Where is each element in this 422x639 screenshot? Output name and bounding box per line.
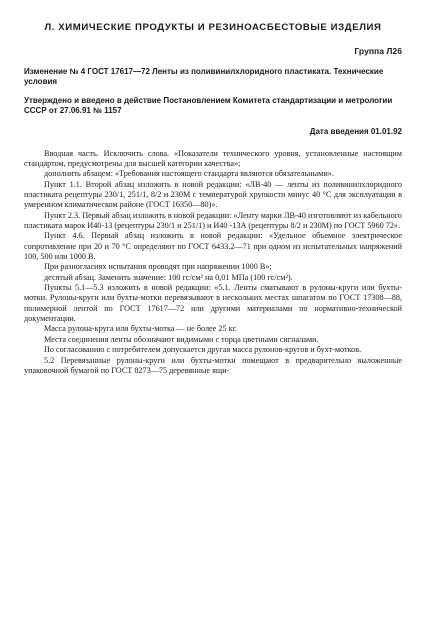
paragraph: Масса рулона-круга или бухты-мотка — не более 25 кг.: [44, 324, 238, 334]
document-body: [24, 149, 402, 377]
paragraph: Вводная часть. Исключить слова. «Показатели технического уровня, установленные настоящим стандартом, предусмотрены для высшей категории качества»;: [24, 148, 402, 168]
paragraph: Пункт 2.3. Первый абзац изложить в новой редакции: «Ленту марки ЛВ-40 изготовляют из кабельного пластиката марок И40-13 (рецептуры 230/1 и 251/1) и И40 -13А (рецептуры 8/2 и 230М) по ГОСТ 5960 72».: [24, 210, 402, 231]
paragraph: десятый абзац. Заменить значение: 100 гс/см² на 0,01 МПа (100 гс/см²).: [44, 272, 293, 282]
change-title: Изменение № 4 ГОСТ 17617—72 Ленты из поливинилхлоридного пластиката. Технические условия: [24, 67, 384, 87]
approval-statement: Утверждено и введено в действие Постановлением Комитета стандартизации и метрологии СССР от 27.06.91 № 1157: [24, 95, 393, 116]
paragraph: 5.2 Перевязанные рулоны-круги или бухты-мотки помещают в предварительно выложенные упаковочной бумагой по ГОСТ 8273—75 деревянные ящи-: [24, 355, 402, 375]
paragraph: Пункты 5.1—5.3 изложить в новой редакции: «5.1. Ленты сматывают в рулоны-круги или бухты-мотки. Рулоны-круги или бухты-мотки перевязывают в нескольких местах шпагатом по ГОСТ 17308—88, полимерной лентой по ГОСТ 17617—72 или другими материалами по нормативно-технической документации.: [24, 283, 402, 324]
section-title: Л. ХИМИЧЕСКИЕ ПРОДУКТЫ И РЕЗИНОАСБЕСТОВЫЕ ИЗДЕЛИЯ: [44, 22, 382, 33]
paragraph: Места соединения ленты обозначают видимыми с торца цветными сигналами.: [44, 334, 319, 344]
paragraph: Пункт 4.6. Первый абзац изложить в новой редакции: «Удельное объемное электрическое сопротивление при 20 и 70 °С определяют по ГОСТ 6433.2—71 при одном из испытательных напряжений 100, 500 или 1000 В.: [24, 231, 402, 262]
group-label: Группа Л26: [354, 46, 402, 56]
paragraph: При разногласиях испытания проводят при напряжении 1000 В»;: [44, 262, 272, 272]
paragraph: По согласованию с потребителем допускается другая масса рулонов-кругов и бухт-мотков.: [44, 345, 362, 355]
document-page: [24, 22, 402, 376]
paragraph: дополнить абзацем: «Требования настоящего стандарта являются обязательными».: [44, 169, 334, 179]
paragraph: Пункт 1.1. Второй абзац изложить в новой редакции: «ЛВ-40 — ленты из поливинилхлоридного пластиката рецептуры 230/1, 251/1, 8/2 и 230М с температурой хрупкости минус 40 °С для эксплуатации в умеренном климатическом районе (ГОСТ 16350—80)».: [24, 179, 402, 210]
effective-date: Дата введения 01.01.92: [309, 126, 402, 136]
